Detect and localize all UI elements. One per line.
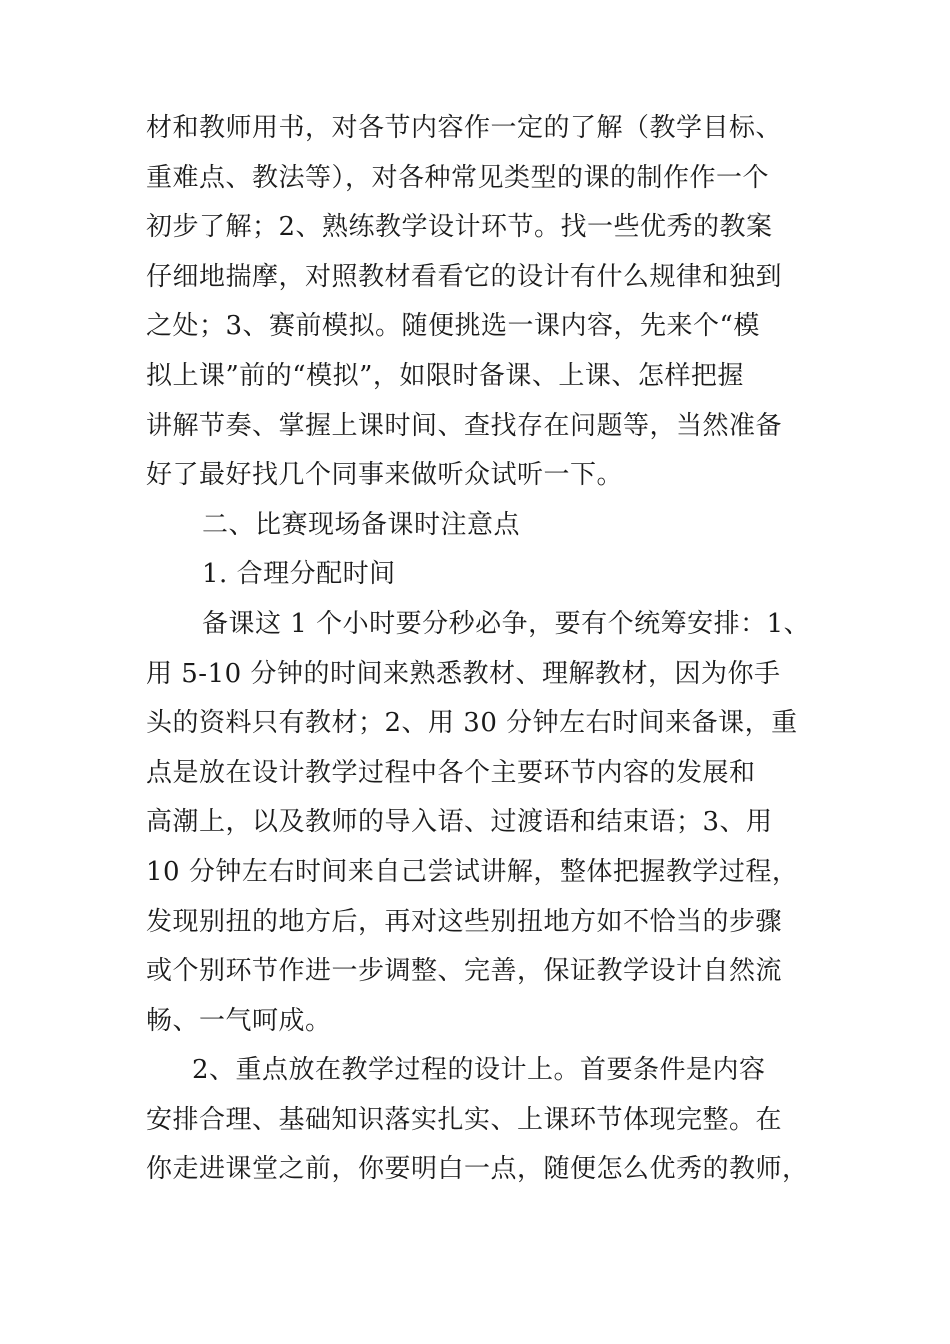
text-line: 二、比赛现场备课时注意点 xyxy=(202,509,521,540)
text-line: 之处；3、赛前模拟。随便挑选一课内容，先来个“模 xyxy=(146,311,760,342)
text-line: 1. 合理分配时间 xyxy=(202,559,396,590)
text-line: 仔细地揣摩，对照教材看看它的设计有什么规律和独到 xyxy=(146,261,783,292)
text-line: 畅、一气呵成。 xyxy=(146,1005,332,1036)
body-text xyxy=(146,104,826,1195)
text-line: 备课这 1 个小时要分秒必争，要有个统筹安排：1、 xyxy=(202,608,811,639)
text-line: 安排合理、基础知识落实扎实、上课环节体现完整。在 xyxy=(146,1104,783,1135)
text-line: 或个别环节作进一步调整、完善，保证教学设计自然流 xyxy=(146,956,783,987)
text-line: 你走进课堂之前，你要明白一点，随便怎么优秀的教师， xyxy=(146,1154,809,1185)
text-line: 讲解节奏、掌握上课时间、查找存在问题等，当然准备 xyxy=(146,410,783,441)
text-line: 拟上课”前的“模拟”，如限时备课、上课、怎样把握 xyxy=(146,360,744,391)
text-line: 2、重点放在教学过程的设计上。首要条件是内容 xyxy=(192,1055,766,1086)
text-line: 10 分钟左右时间来自己尝试讲解，整体把握教学过程， xyxy=(146,856,799,887)
text-line: 用 5-10 分钟的时间来熟悉教材、理解教材，因为你手 xyxy=(146,658,781,689)
text-line: 头的资料只有教材；2、用 30 分钟左右时间来备课，重 xyxy=(146,708,798,739)
text-line: 好了最好找几个同事来做听众试听一下。 xyxy=(146,460,624,491)
text-line: 发现别扭的地方后，再对这些别扭地方如不恰当的步骤 xyxy=(146,906,783,937)
text-line: 初步了解；2、熟练教学设计环节。找一些优秀的教案 xyxy=(146,212,773,243)
text-line: 点是放在设计教学过程中各个主要环节内容的发展和 xyxy=(146,757,756,788)
text-line: 重难点、教法等），对各种常见类型的课的制作作一个 xyxy=(146,162,770,193)
text-line: 高潮上，以及教师的导入语、过渡语和结束语；3、用 xyxy=(146,807,773,838)
text-line: 材和教师用书，对各节内容作一定的了解（教学目标、 xyxy=(146,113,783,143)
